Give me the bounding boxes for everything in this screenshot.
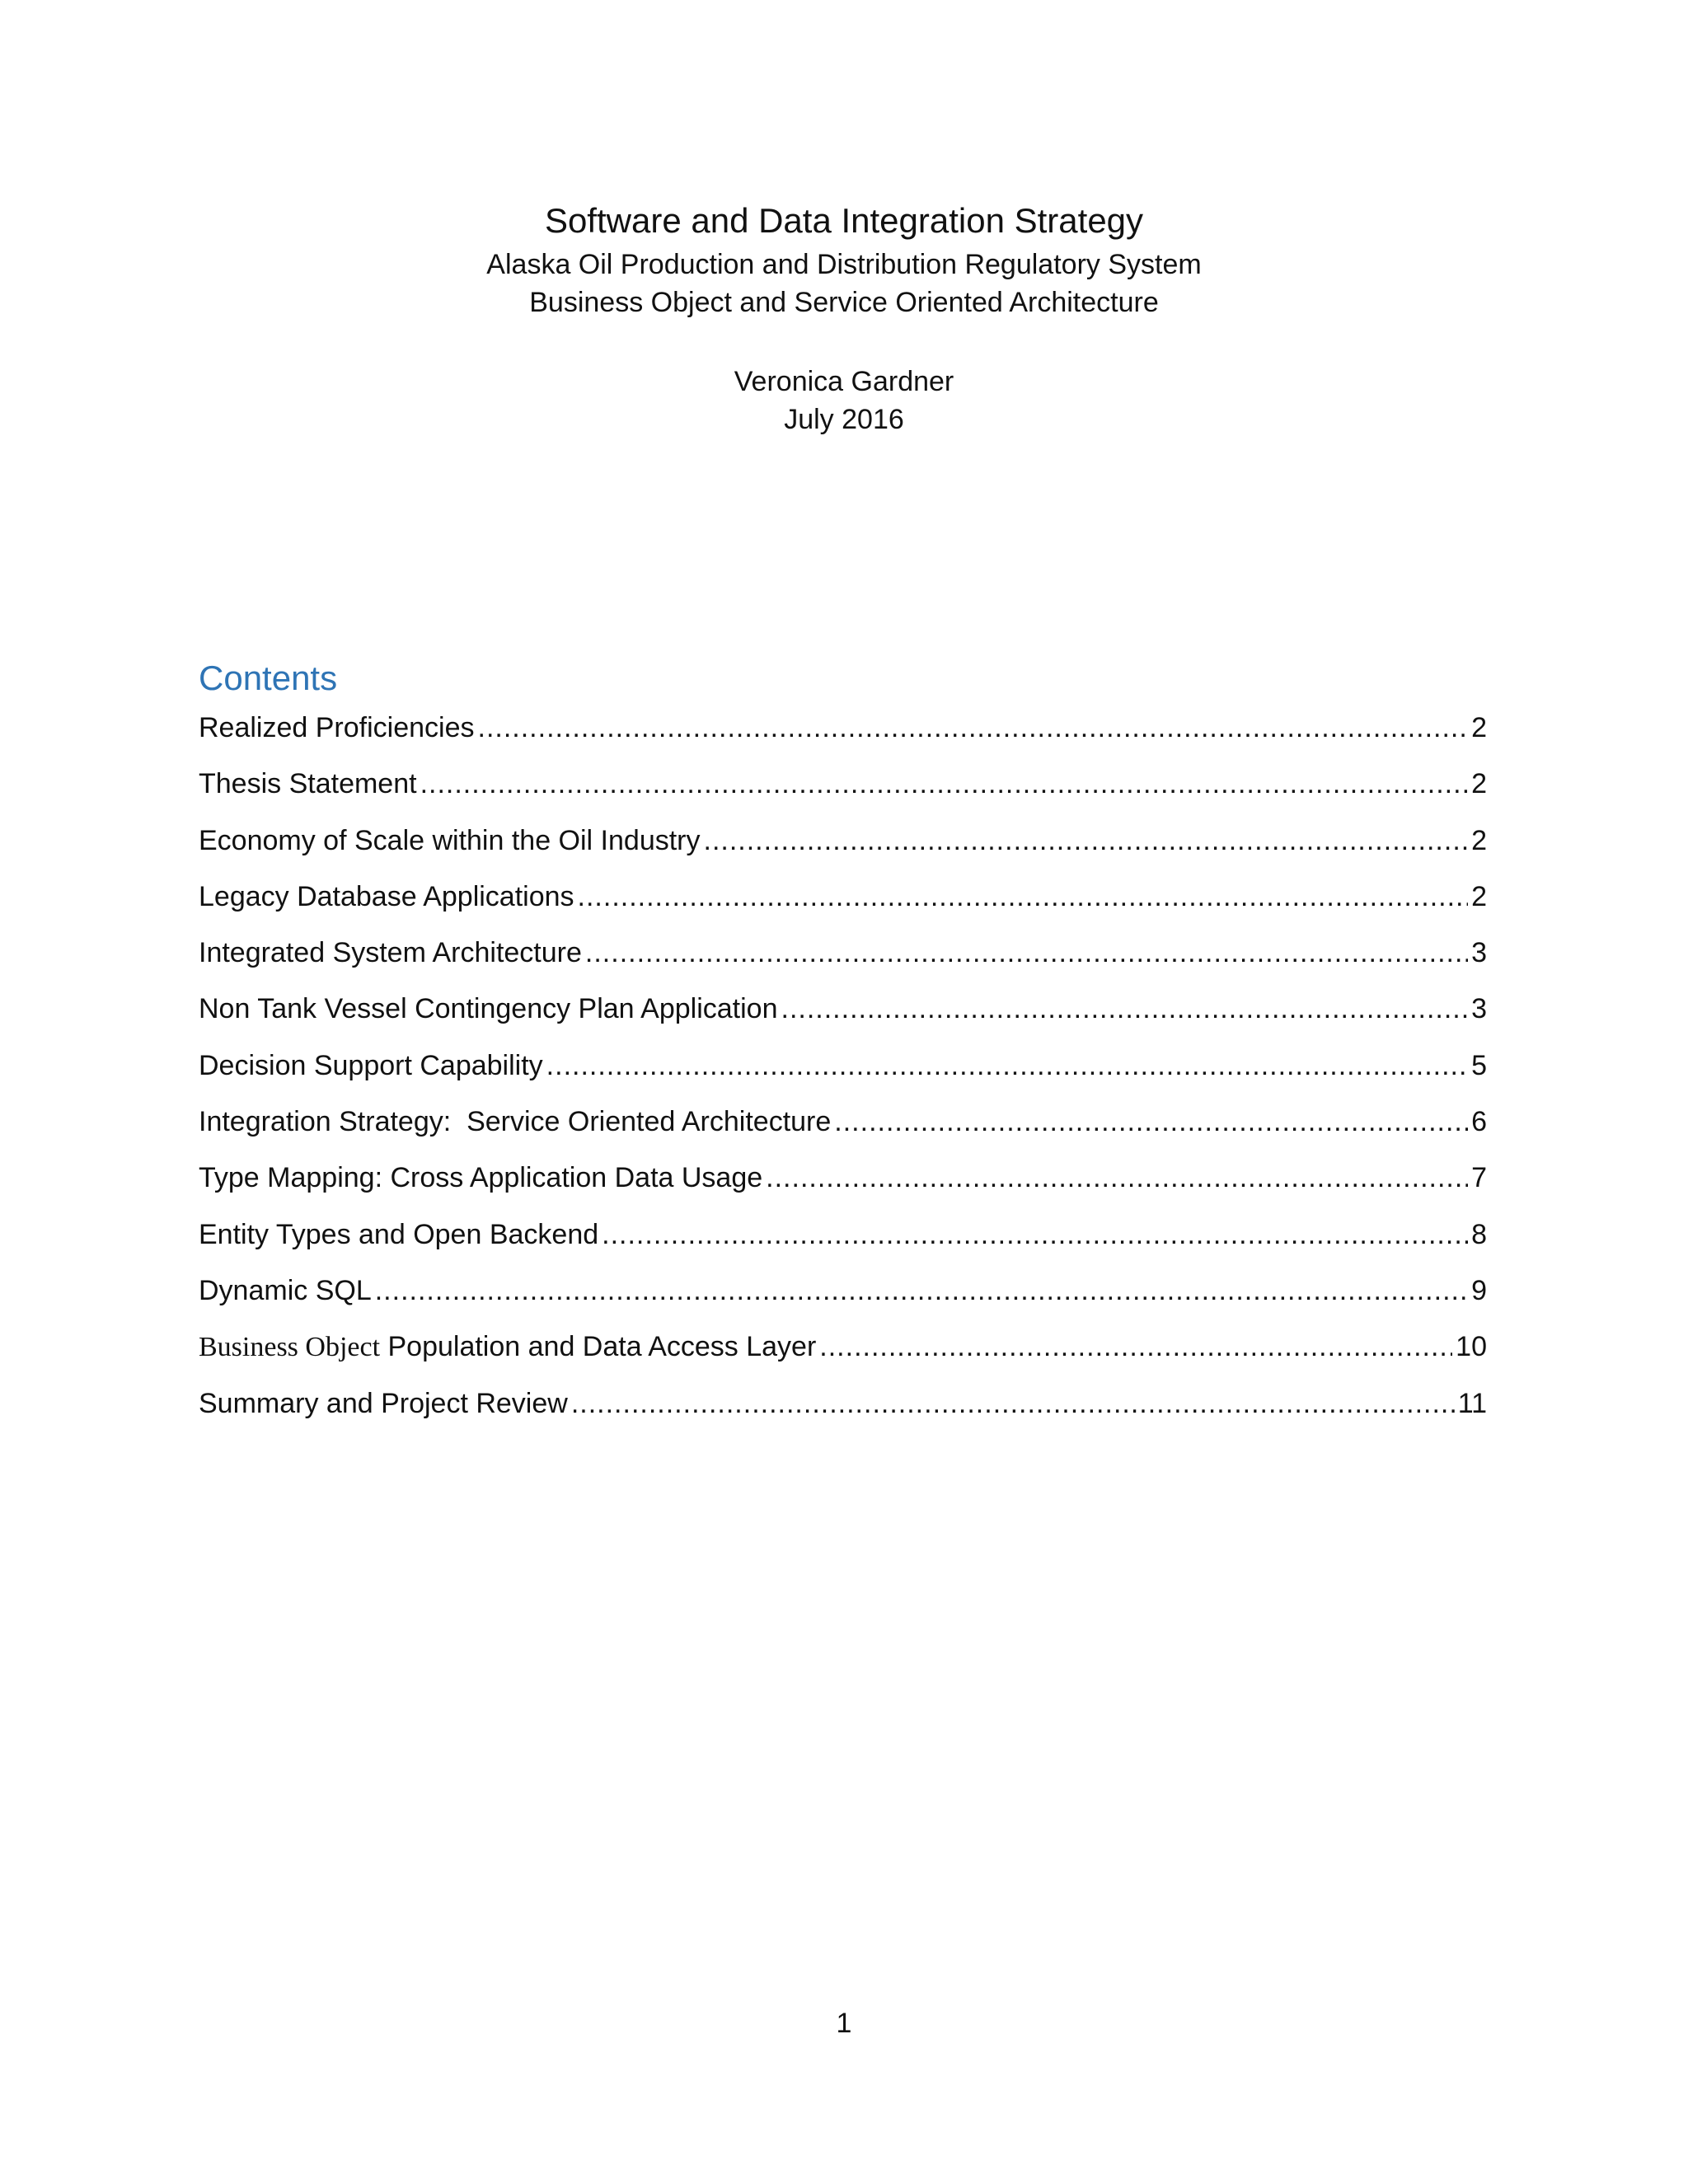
toc-entry-page: 7: [1471, 1162, 1487, 1194]
toc-entry-title: Legacy Database Applications: [199, 880, 574, 912]
toc-entry-page: 10: [1456, 1331, 1487, 1363]
toc-entry[interactable]: [199, 709, 1487, 765]
toc-entry-page: 2: [1471, 824, 1487, 856]
toc-dot-leader: [585, 934, 1468, 972]
toc-entry-page: 3: [1471, 937, 1487, 969]
toc-entry-title: Realized Proficiencies: [199, 712, 475, 743]
toc-entry[interactable]: [199, 990, 1487, 1046]
toc-entry[interactable]: [199, 878, 1487, 934]
toc-entry-title: Summary and Project Review: [199, 1387, 568, 1419]
toc-entry[interactable]: [199, 1272, 1487, 1328]
toc-entry[interactable]: [199, 1103, 1487, 1159]
toc-dot-leader: [578, 878, 1469, 916]
toc-dot-leader: [819, 1328, 1452, 1366]
toc-entry[interactable]: [199, 1385, 1487, 1441]
toc-entry[interactable]: [199, 1216, 1487, 1272]
toc-dot-leader: [375, 1272, 1468, 1310]
toc-entry-page: 11: [1457, 1387, 1487, 1419]
toc-entry[interactable]: [199, 1047, 1487, 1103]
toc-entry-page: 6: [1471, 1106, 1487, 1138]
table-of-contents: [199, 709, 1487, 1441]
toc-entry-title: Integration Strategy: Service Oriented Architecture: [199, 1106, 832, 1138]
toc-dot-leader: [704, 822, 1469, 860]
toc-entry-title: Dynamic SQL: [199, 1274, 372, 1306]
toc-entry[interactable]: [199, 822, 1487, 878]
toc-dot-leader: [420, 765, 1469, 803]
toc-dot-leader: [546, 1047, 1468, 1085]
toc-dot-leader: [478, 709, 1469, 747]
toc-entry-title-lead: Business Object: [199, 1332, 381, 1363]
document-title: Software and Data Integration Strategy: [544, 201, 1144, 240]
toc-entry-page: 5: [1471, 1049, 1487, 1081]
toc-entry-title: Entity Types and Open Backend: [199, 1218, 599, 1250]
toc-dot-leader: [834, 1103, 1468, 1141]
toc-entry-title: Integrated System Architecture: [199, 937, 582, 969]
toc-entry-title: Type Mapping: Cross Application Data Usage: [199, 1162, 763, 1194]
toc-entry-title: Thesis Statement: [199, 768, 417, 800]
author-block: [0, 363, 1688, 438]
document-subtitle-line-2: Business Object and Service Oriented Architecture: [529, 287, 1159, 318]
author-name: Veronica Gardner: [734, 366, 954, 397]
document-date: July 2016: [784, 404, 904, 435]
title-block: [0, 196, 1688, 321]
toc-entry[interactable]: [199, 934, 1487, 990]
toc-entry[interactable]: [199, 1159, 1487, 1215]
toc-entry-title: [199, 1328, 819, 1366]
toc-entry[interactable]: [199, 765, 1487, 821]
toc-dot-leader: [781, 990, 1469, 1028]
toc-entry-title: Decision Support Capability: [199, 1049, 543, 1081]
toc-entry-page: 8: [1471, 1218, 1487, 1250]
toc-entry-page: 3: [1471, 993, 1487, 1025]
toc-entry-page: 2: [1471, 712, 1487, 743]
toc-entry-page: 2: [1471, 768, 1487, 800]
page-number: 1: [836, 2008, 852, 2039]
toc-dot-leader: [766, 1159, 1468, 1197]
toc-entry-title: Economy of Scale within the Oil Industry: [199, 824, 701, 856]
toc-entry[interactable]: [199, 1328, 1487, 1384]
toc-dot-leader: [602, 1216, 1468, 1254]
document-subtitle-line-1: Alaska Oil Production and Distribution Regulatory System: [486, 249, 1202, 280]
toc-entry-page: 2: [1471, 880, 1487, 912]
toc-entry-title: Non Tank Vessel Contingency Plan Application: [199, 993, 778, 1025]
toc-entry-page: 9: [1471, 1274, 1487, 1306]
contents-heading: Contents: [199, 658, 338, 697]
toc-dot-leader: [571, 1385, 1455, 1422]
toc-entry-title-rest: Population and Data Access Layer: [380, 1331, 817, 1363]
